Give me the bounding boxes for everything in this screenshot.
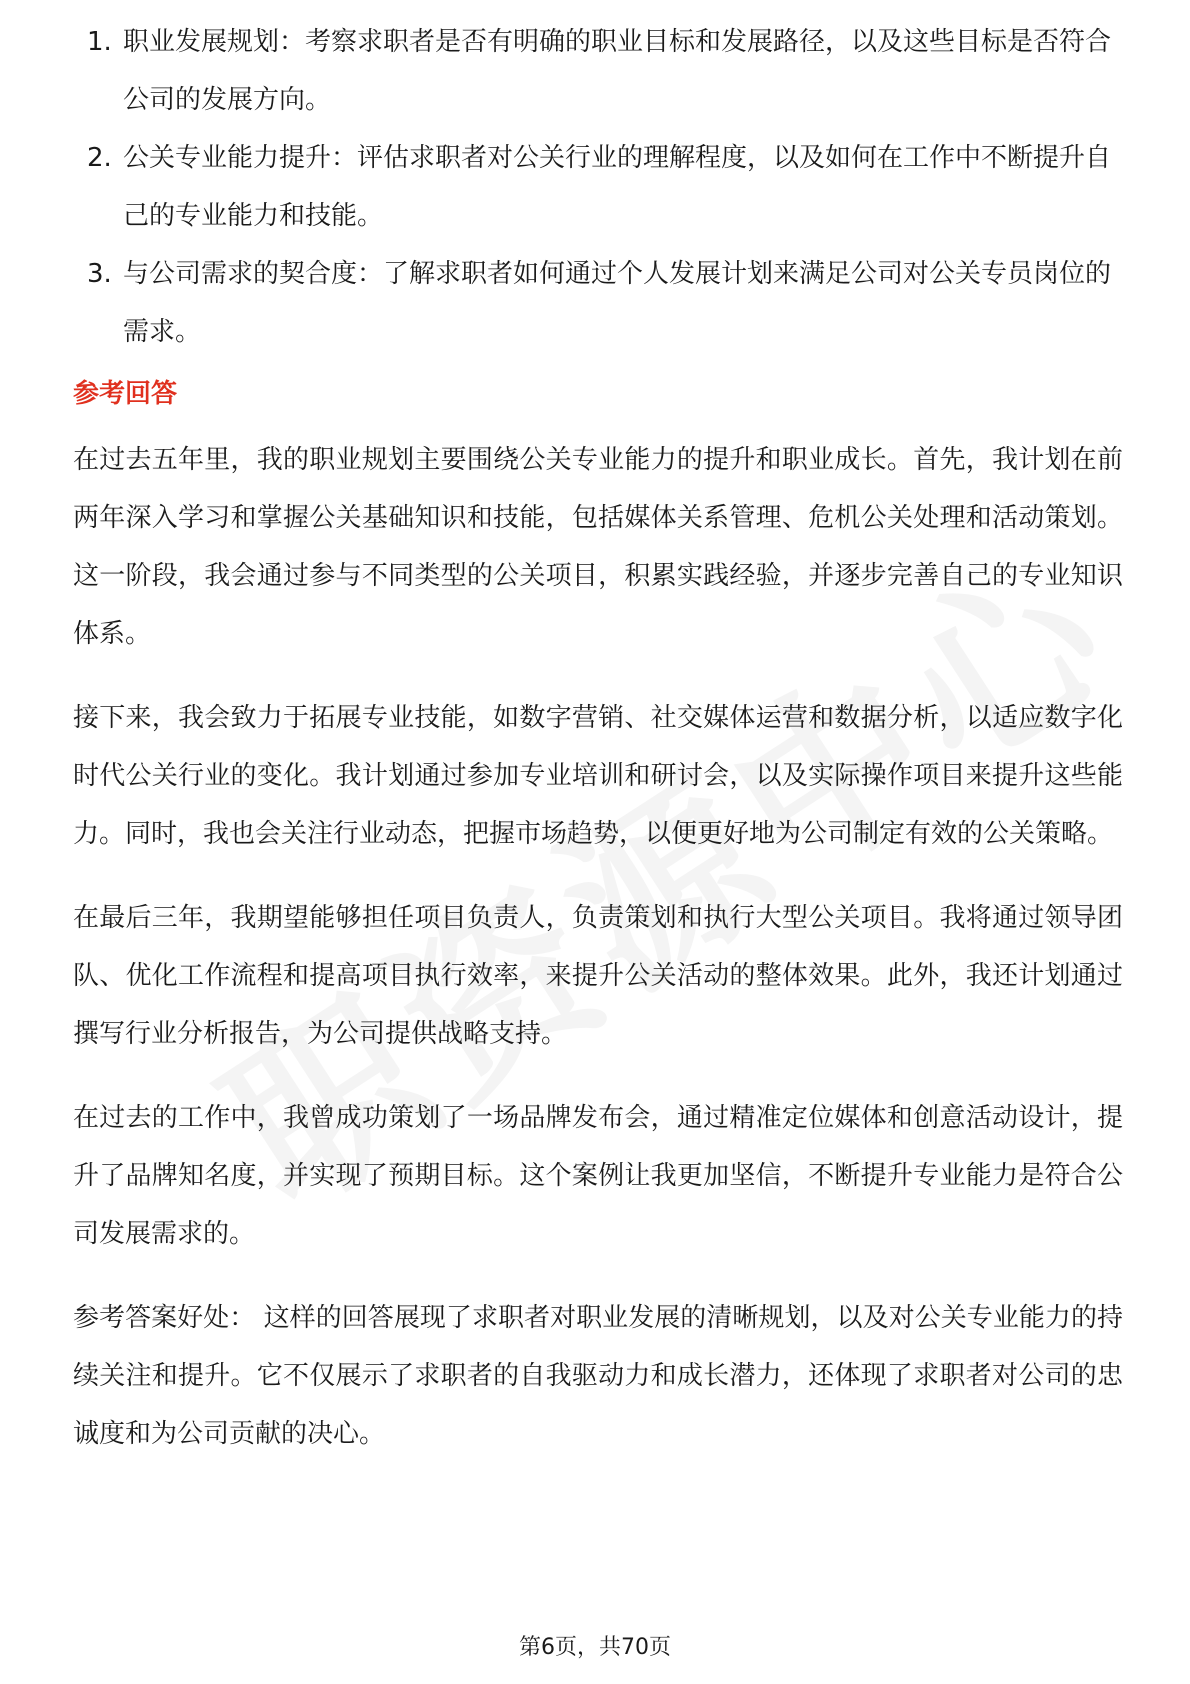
page-content <box>73 27 1123 1463</box>
list-number: 2. <box>87 143 112 173</box>
list-item <box>73 13 1123 129</box>
section-title: 参考回答 <box>73 379 178 409</box>
list-item-text: 职业发展规划：考察求职者是否有明确的职业目标和发展路径，以及这些目标是否符合公司的发展方向。 <box>123 27 1112 115</box>
list-number: 3. <box>87 259 112 289</box>
answer-paragraph: 接下来，我会致力于拓展专业技能，如数字营销、社交媒体运营和数据分析，以适应数字化时代公关行业的变化。我计划通过参加专业培训和研讨会，以及实际操作项目来提升这些能力。同时，我也会关注行业动态，把握市场趋势，以便更好地为公司制定有效的公关策略。 <box>73 703 1123 849</box>
list-item <box>73 245 1123 361</box>
answer-paragraph: 在过去五年里，我的职业规划主要围绕公关专业能力的提升和职业成长。首先，我计划在前两年深入学习和掌握公关基础知识和技能，包括媒体关系管理、危机公关处理和活动策划。这一阶段，我会通过参与不同类型的公关项目，积累实践经验，并逐步完善自己的专业知识体系。 <box>73 445 1123 649</box>
benefit-paragraph: 参考答案好处： 这样的回答展现了求职者对职业发展的清晰规划，以及对公关专业能力的持续关注和提升。它不仅展示了求职者的自我驱动力和成长潜力，还体现了求职者对公司的忠诚度和为公司贡献的决心。 <box>73 1303 1123 1449</box>
list-item <box>73 129 1123 245</box>
numbered-list <box>73 13 1123 361</box>
list-item-text: 与公司需求的契合度：了解求职者如何通过个人发展计划来满足公司对公关专员岗位的需求。 <box>123 259 1112 347</box>
list-item-text: 公关专业能力提升：评估求职者对公关行业的理解程度，以及如何在工作中不断提升自己的专业能力和技能。 <box>123 143 1112 231</box>
page-number: 第6页，共70页 <box>519 1635 671 1660</box>
list-number: 1. <box>87 27 112 57</box>
answer-paragraph: 在最后三年，我期望能够担任项目负责人，负责策划和执行大型公关项目。我将通过领导团队、优化工作流程和提高项目执行效率，来提升公关活动的整体效果。此外，我还计划通过撰写行业分析报告，为公司提供战略支持。 <box>73 903 1123 1049</box>
answer-paragraph: 在过去的工作中，我曾成功策划了一场品牌发布会，通过精准定位媒体和创意活动设计，提升了品牌知名度，并实现了预期目标。这个案例让我更加坚信，不断提升专业能力是符合公司发展需求的。 <box>73 1103 1123 1249</box>
